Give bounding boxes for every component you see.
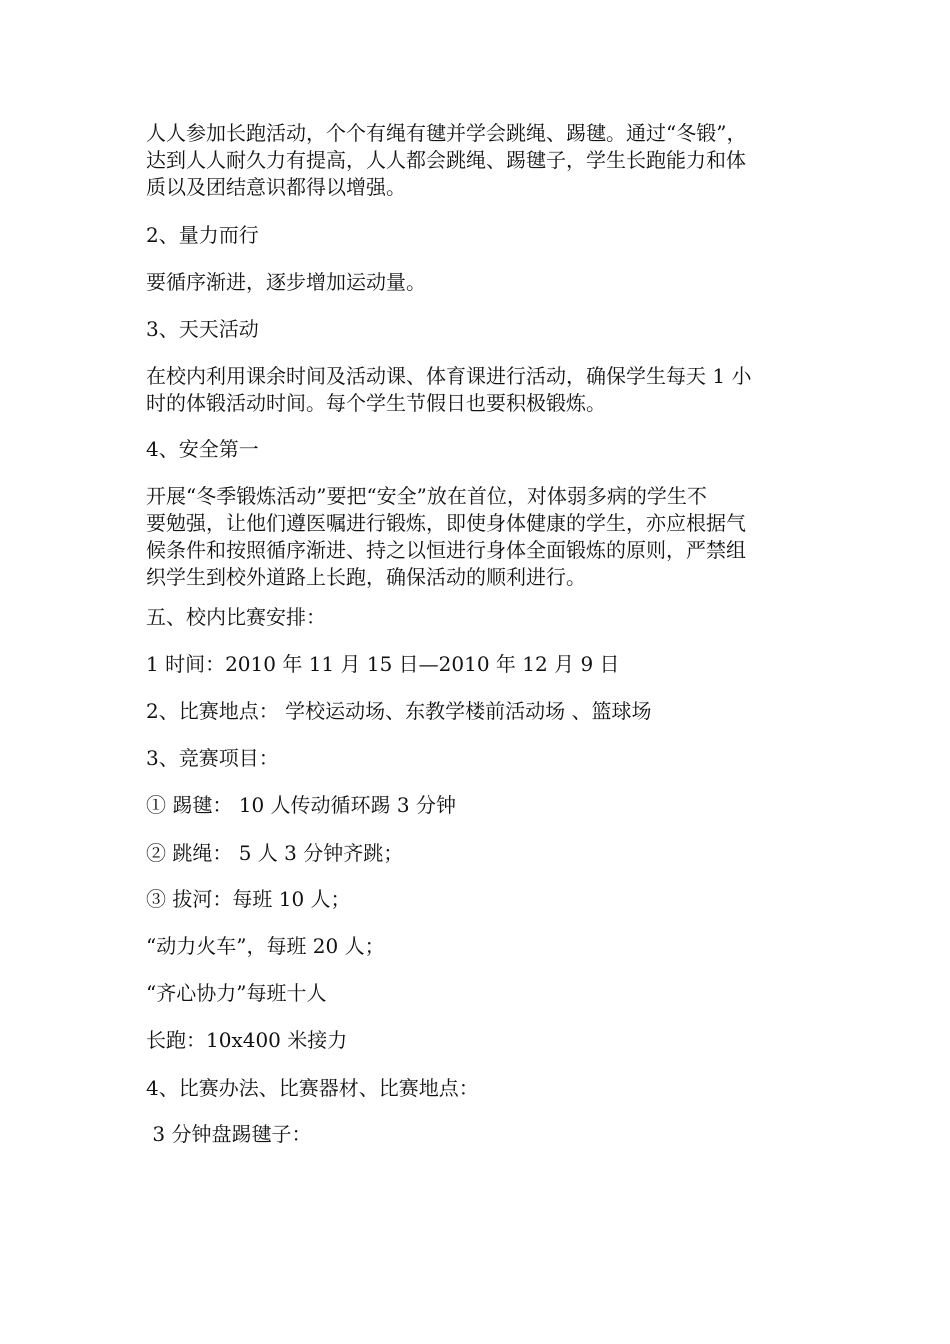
text-line: 2、量力而行: [146, 223, 259, 247]
text-line: 候条件和按照循序渐进、持之以恒进行身体全面锻炼的原则，严禁组: [146, 538, 746, 562]
text-line: 开展“冬季锻炼活动”要把“安全”放在首位，对体弱多病的学生不: [146, 484, 707, 508]
text-line: 质以及团结意识都得以增强。: [146, 175, 406, 199]
heading-daily-activity: [146, 316, 814, 343]
text-line: 4、安全第一: [146, 437, 259, 461]
text-line: 人人参加长跑活动，个个有绳有毽并学会跳绳、踢毽。通过“冬锻”，: [146, 121, 747, 145]
heading-competition: [146, 604, 814, 631]
heading-safety: [146, 436, 814, 463]
text-line: 要勉强，让他们遵医嘱进行锻炼，即使身体健康的学生，亦应根据气: [146, 511, 746, 535]
paragraph-daily-activity: [146, 363, 814, 417]
text-line: 3、竞赛项目：: [146, 746, 279, 770]
event-rope-skipping: [146, 840, 814, 867]
text-line: 在校内利用课余时间及活动课、体育课进行活动，确保学生每天 1 小: [146, 364, 752, 388]
heading-moderation: [146, 222, 814, 249]
text-line: 4、比赛办法、比赛器材、比赛地点：: [146, 1076, 479, 1100]
item-venue: [146, 698, 814, 725]
item-events-heading: [146, 745, 814, 772]
text-line: 时的体锻活动时间。每个学生节假日也要积极锻炼。: [146, 391, 606, 415]
text-line: 达到人人耐久力有提高，人人都会跳绳、踢毽子，学生长跑能力和体: [146, 148, 746, 172]
text-line: “动力火车”，每班 20 人；: [146, 934, 385, 958]
paragraph-goals: [146, 120, 814, 201]
text-line: ① 踢毽： 10 人传动循环踢 3 分钟: [146, 793, 456, 817]
item-shuttlecock-method: [146, 1121, 814, 1148]
text-line: 长跑：10x400 米接力: [146, 1028, 348, 1052]
text-line: ② 跳绳： 5 人 3 分钟齐跳；: [146, 841, 404, 865]
item-methods-heading: [146, 1075, 814, 1102]
paragraph-moderation: [146, 269, 814, 296]
text-line: 五、校内比赛安排：: [146, 605, 326, 629]
event-teamwork: [146, 980, 814, 1007]
event-shuttlecock: [146, 792, 814, 819]
text-line: 3、天天活动: [146, 317, 259, 341]
text-line: 3 分钟盘踢毽子：: [146, 1122, 312, 1146]
event-relay: [146, 1027, 814, 1054]
text-line: 织学生到校外道路上长跑，确保活动的顺利进行。: [146, 565, 586, 589]
text-line: 2、比赛地点： 学校运动场、东教学楼前活动场 、篮球场: [146, 699, 652, 723]
text-line: “齐心协力”每班十人: [146, 981, 327, 1005]
event-tug-of-war: [146, 886, 814, 913]
paragraph-safety: [146, 483, 814, 591]
event-power-train: [146, 933, 814, 960]
text-line: 1 时间：2010 年 11 月 15 日—2010 年 12 月 9 日: [146, 652, 620, 676]
text-line: 要循序渐进，逐步增加运动量。: [146, 270, 426, 294]
text-line: ③ 拔河：每班 10 人；: [146, 887, 351, 911]
item-time: [146, 651, 814, 678]
